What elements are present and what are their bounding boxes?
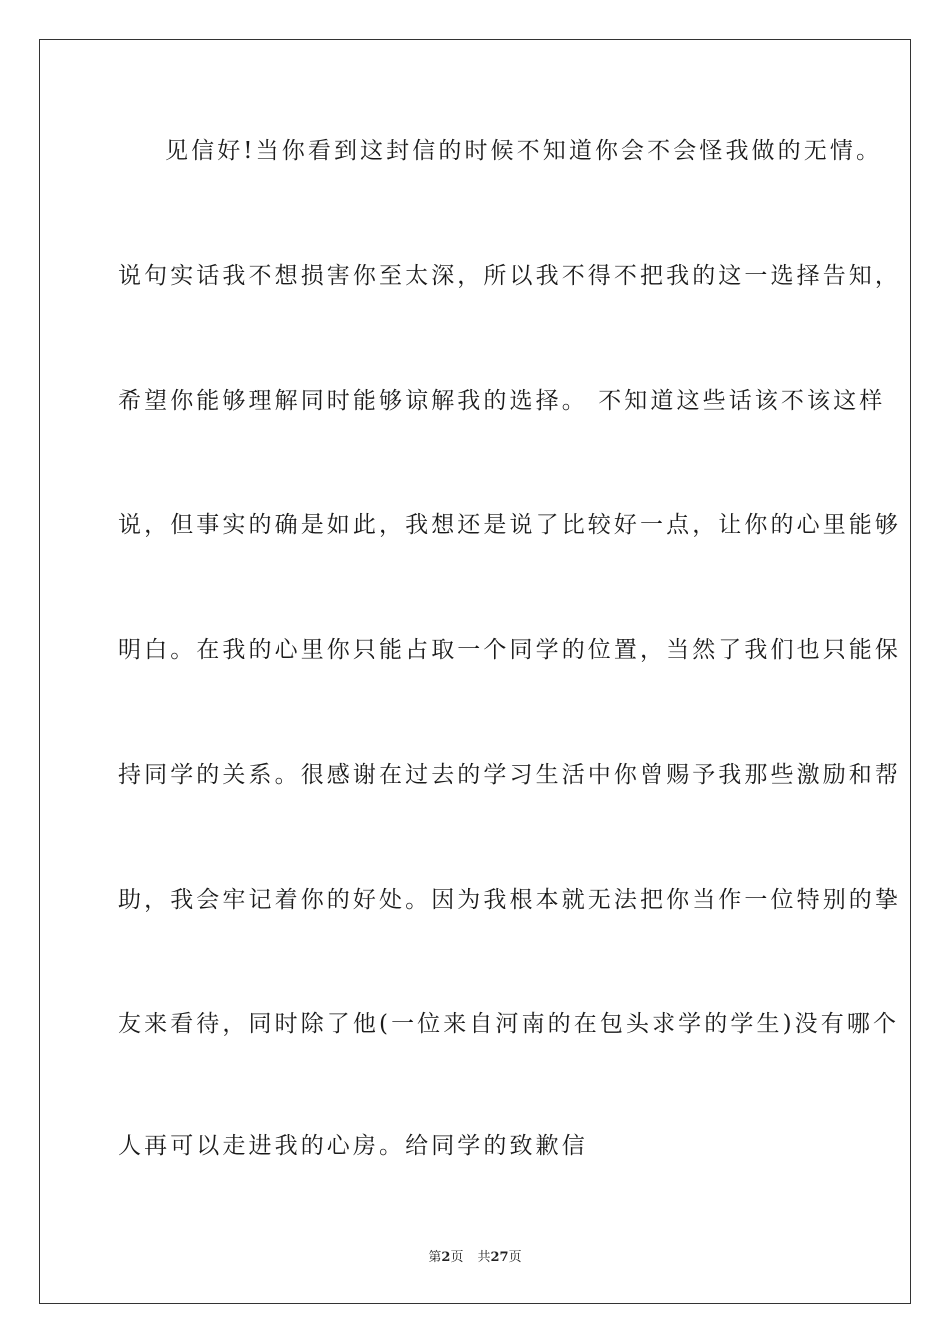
text-line-1: 见信好!当你看到这封信的时候不知道你会不会怪我做的无情。 [165,138,883,164]
page-footer [40,1249,910,1267]
total-suffix: 页 [508,1250,522,1265]
text-line-7: 助，我会牢记着你的好处。因为我根本就无法把你当作一位特别的挚 [118,887,901,913]
text-line-3: 希望你能够理解同时能够谅解我的选择。 不知道这些话该不该这样 [118,388,886,414]
text-line-9: 人再可以走进我的心房。给同学的致歉信 [118,1133,588,1159]
total-prefix: 共 [477,1250,491,1265]
text-line-4: 说，但事实的确是如此，我想还是说了比较好一点，让你的心里能够 [118,512,901,538]
text-line-2: 说句实话我不想损害你至太深，所以我不得不把我的这一选择告知， [118,263,901,289]
page-frame [39,39,911,1304]
total-pages-number: 27 [490,1250,509,1265]
text-line-5: 明白。在我的心里你只能占取一个同学的位置，当然了我们也只能保 [118,637,901,663]
text-line-8: 友来看待，同时除了他(一位来自河南的在包头求学的学生)没有哪个 [118,1011,900,1037]
current-page-number: 2 [441,1250,451,1265]
page-suffix: 页 [450,1250,464,1265]
page-prefix: 第 [428,1250,442,1265]
text-line-6: 持同学的关系。很感谢在过去的学习生活中你曾赐予我那些激励和帮 [118,762,901,788]
